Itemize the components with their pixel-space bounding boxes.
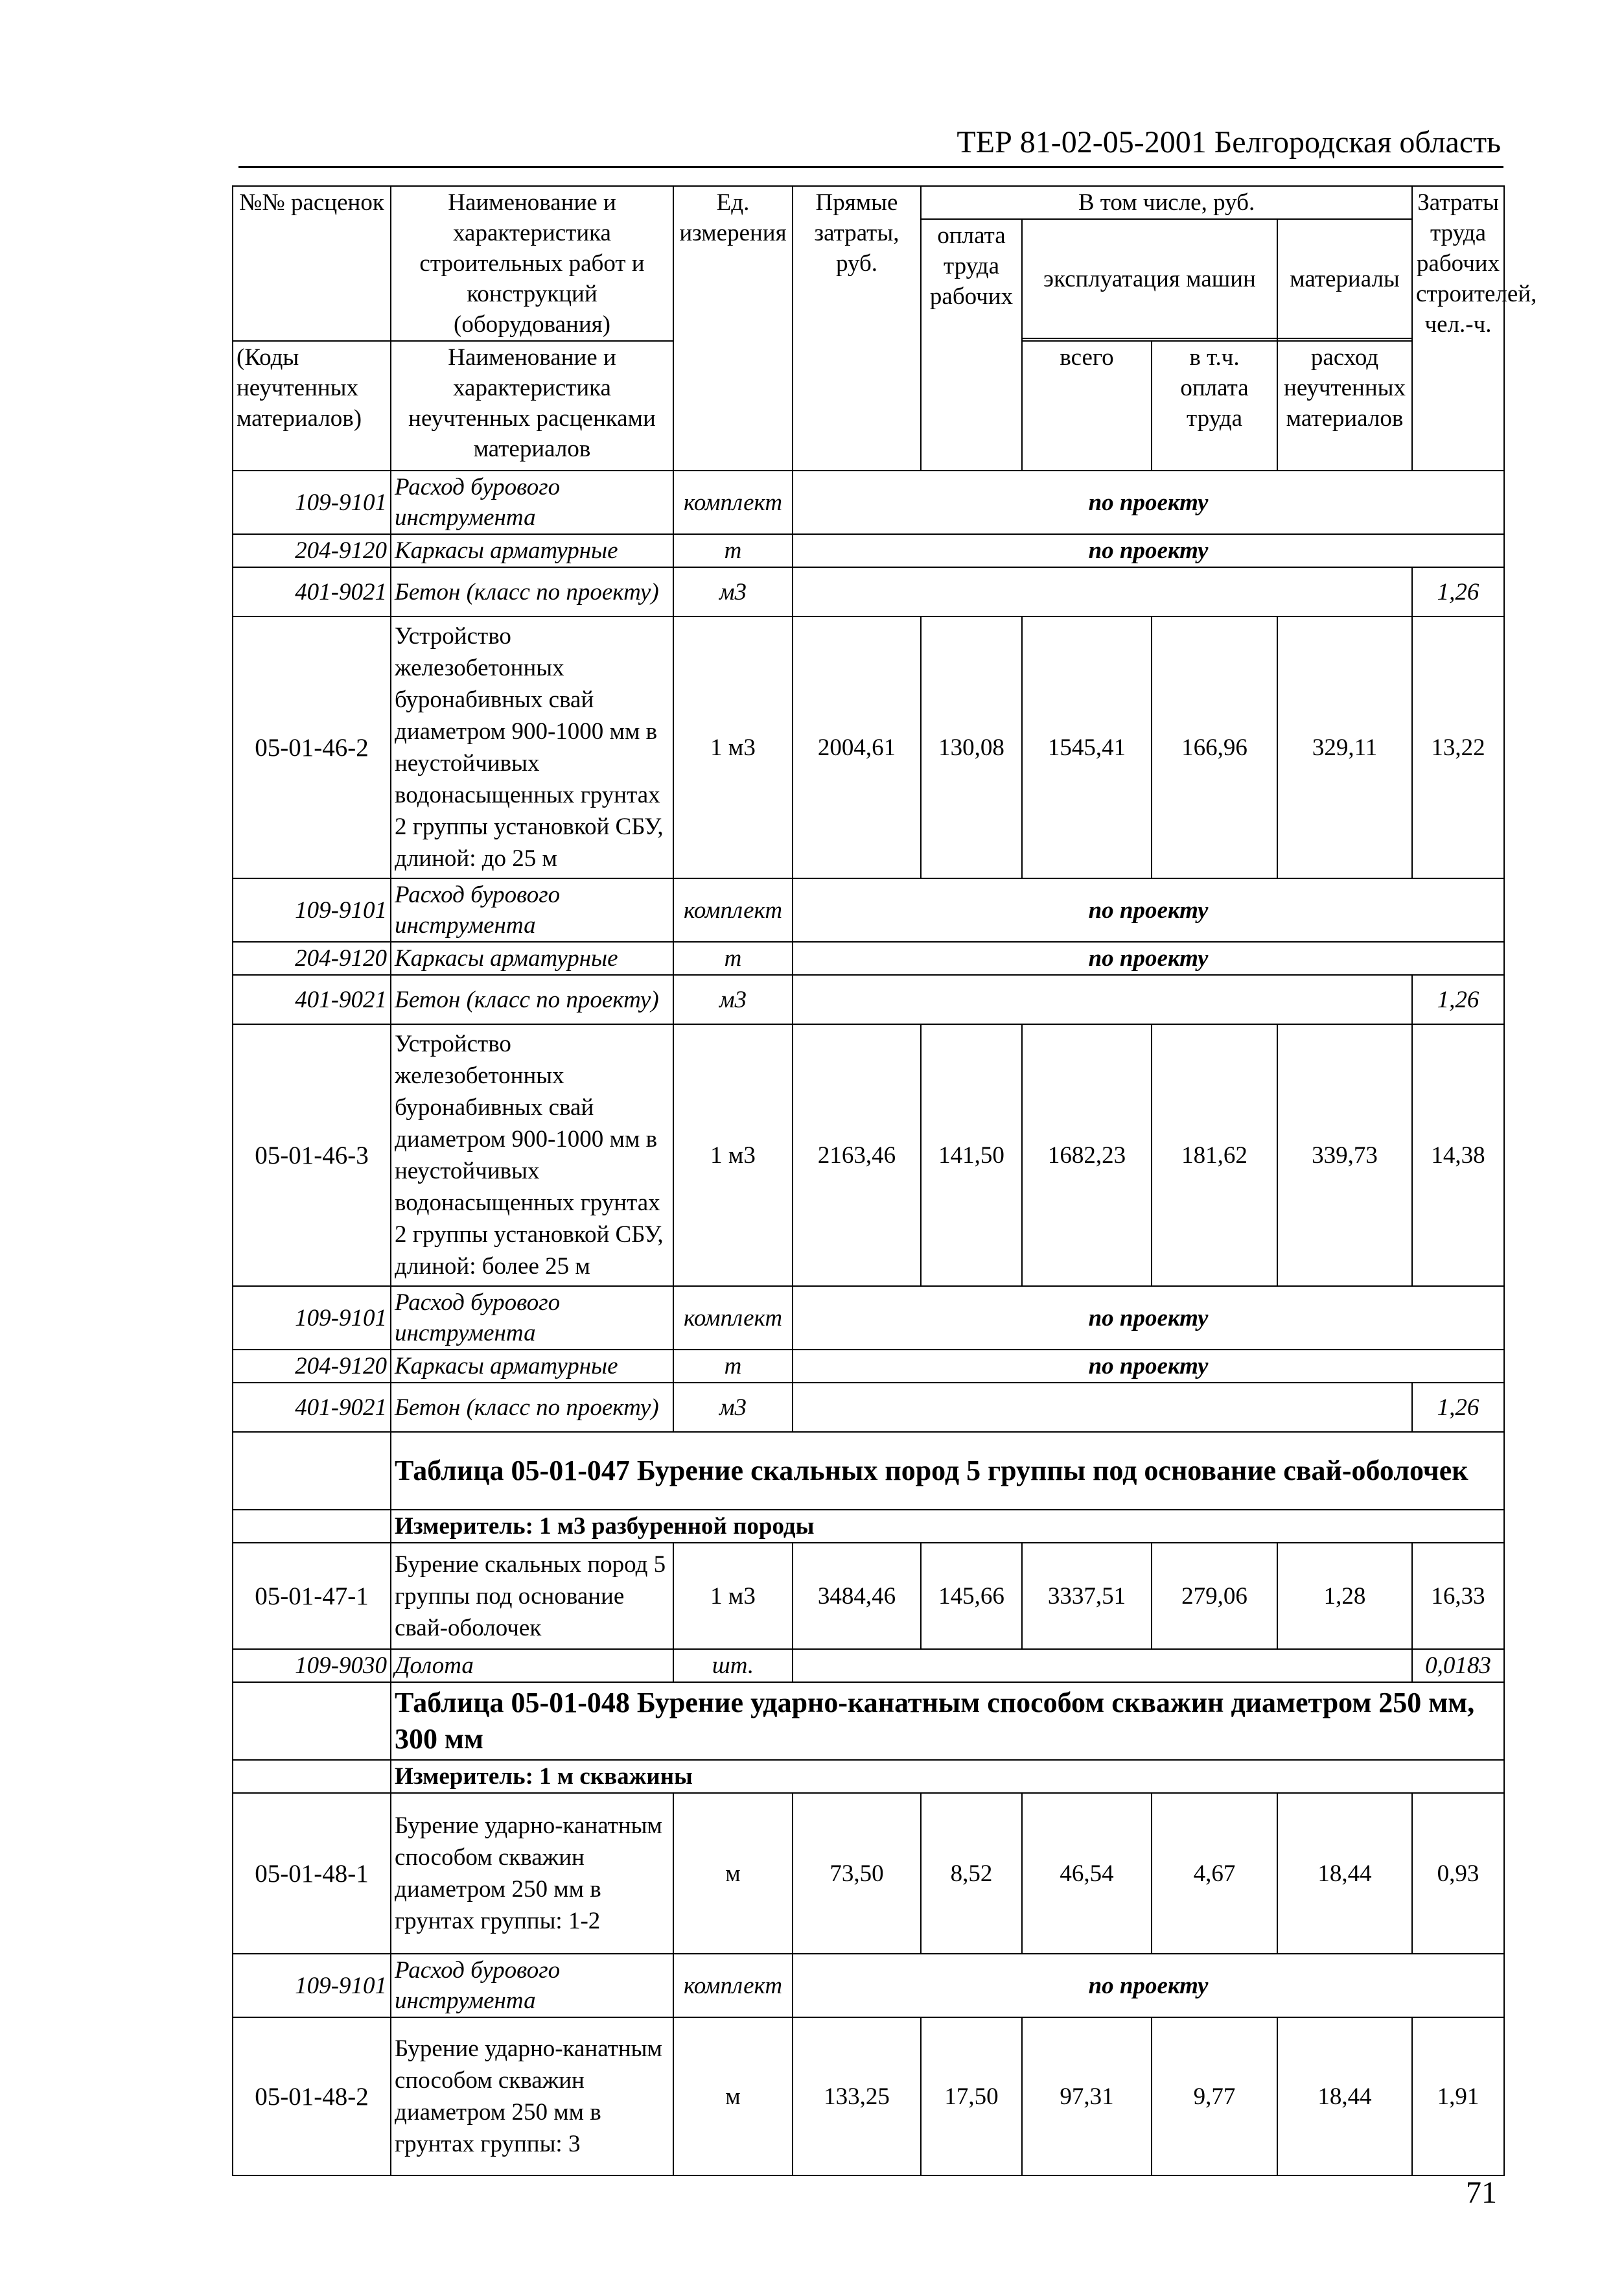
empty-cell	[793, 1383, 1412, 1432]
material-consumption-value: 1,26	[1412, 1383, 1504, 1432]
material-note: по проекту	[793, 878, 1504, 942]
col-header-machines: эксплуатация машин	[1022, 219, 1277, 338]
material-row	[233, 1954, 1504, 2017]
material-name: Долота	[391, 1649, 673, 1682]
material-row	[233, 1649, 1504, 1682]
rate-machines-total: 1682,23	[1022, 1024, 1152, 1286]
rate-machines-labor: 4,67	[1152, 1793, 1277, 1954]
material-code: 109-9101	[233, 1954, 391, 2017]
rate-code: 05-01-46-3	[233, 1024, 391, 1286]
rate-code: 05-01-48-2	[233, 2017, 391, 2175]
rate-labor-pay: 145,66	[921, 1543, 1022, 1649]
material-row	[233, 1286, 1504, 1350]
material-unit: комплект	[673, 878, 793, 942]
material-code: 401-9021	[233, 1383, 391, 1432]
empty-cell	[793, 975, 1412, 1024]
col-header-direct-costs: Прямые затраты, руб.	[793, 186, 921, 471]
rate-machines-total: 3337,51	[1022, 1543, 1152, 1649]
material-row	[233, 942, 1504, 975]
material-name: Бетон (класс по проекту)	[391, 975, 673, 1024]
rate-workers-labor: 0,93	[1412, 1793, 1504, 1954]
material-row	[233, 534, 1504, 567]
material-name: Расход бурового инструмента	[391, 1954, 673, 2017]
col-header-including: В том числе, руб.	[921, 186, 1412, 219]
rate-workers-labor: 13,22	[1412, 616, 1504, 878]
table-title: Таблица 05-01-048 Бурение ударно-канатным способом скважин диаметром 250 мм, 300 мм	[391, 1682, 1504, 1760]
empty-cell	[793, 1649, 1412, 1682]
rate-row	[233, 1543, 1504, 1649]
material-name: Расход бурового инструмента	[391, 471, 673, 534]
rate-machines-labor: 166,96	[1152, 616, 1277, 878]
material-code: 109-9101	[233, 471, 391, 534]
rate-labor-pay: 17,50	[921, 2017, 1022, 2175]
col-header-workers-labor: Затраты труда рабочих строителей, чел.-ч.	[1412, 186, 1504, 471]
material-consumption-value: 1,26	[1412, 567, 1504, 616]
material-row	[233, 1350, 1504, 1383]
rate-materials: 18,44	[1277, 1793, 1412, 1954]
material-code: 401-9021	[233, 975, 391, 1024]
rate-workers-labor: 14,38	[1412, 1024, 1504, 1286]
rate-code: 05-01-48-1	[233, 1793, 391, 1954]
col-header-codes: (Коды неучтенных материалов)	[233, 341, 391, 471]
rate-unit: м	[673, 1793, 793, 1954]
material-row	[233, 1383, 1504, 1432]
rate-unit: 1 м3	[673, 1543, 793, 1649]
rate-name: Бурение ударно-канатным способом скважин диаметром 250 мм в грунтах группы: 1-2	[391, 1793, 673, 1954]
col-header-machines-total: всего	[1022, 341, 1152, 471]
material-code: 109-9101	[233, 878, 391, 942]
rate-unit: м	[673, 2017, 793, 2175]
rate-direct-costs: 2163,46	[793, 1024, 921, 1286]
rate-labor-pay: 141,50	[921, 1024, 1022, 1286]
rate-row	[233, 2017, 1504, 2175]
rate-code: 05-01-47-1	[233, 1543, 391, 1649]
rate-workers-labor: 1,91	[1412, 2017, 1504, 2175]
material-unit: м3	[673, 975, 793, 1024]
rate-row	[233, 1793, 1504, 1954]
measure-unit: Измеритель: 1 м скважины	[391, 1760, 1504, 1793]
rate-labor-pay: 130,08	[921, 616, 1022, 878]
material-row	[233, 878, 1504, 942]
material-consumption-value: 0,0183	[1412, 1649, 1504, 1682]
rate-machines-labor: 181,62	[1152, 1024, 1277, 1286]
material-unit: т	[673, 1350, 793, 1383]
rate-row	[233, 616, 1504, 878]
col-header-name: Наименование и характеристика строительных работ и конструкций (оборудования)	[391, 186, 673, 341]
rate-materials: 339,73	[1277, 1024, 1412, 1286]
material-unit: т	[673, 534, 793, 567]
rate-code: 05-01-46-2	[233, 616, 391, 878]
material-unit: м3	[673, 567, 793, 616]
col-header-number: №№ расценок	[233, 186, 391, 341]
material-name: Каркасы арматурные	[391, 534, 673, 567]
material-row	[233, 471, 1504, 534]
rate-machines-labor: 9,77	[1152, 2017, 1277, 2175]
page-number: 71	[1466, 2175, 1497, 2210]
material-note: по проекту	[793, 1350, 1504, 1383]
rate-materials: 1,28	[1277, 1543, 1412, 1649]
material-note: по проекту	[793, 1954, 1504, 2017]
rate-machines-total: 1545,41	[1022, 616, 1152, 878]
material-name: Бетон (класс по проекту)	[391, 1383, 673, 1432]
material-unit: комплект	[673, 1954, 793, 2017]
rate-machines-labor: 279,06	[1152, 1543, 1277, 1649]
empty-cell	[233, 1510, 391, 1543]
empty-cell	[233, 1432, 391, 1510]
measure-unit: Измеритель: 1 м3 разбуренной породы	[391, 1510, 1504, 1543]
rate-direct-costs: 133,25	[793, 2017, 921, 2175]
rate-direct-costs: 2004,61	[793, 616, 921, 878]
rate-materials: 329,11	[1277, 616, 1412, 878]
rate-labor-pay: 8,52	[921, 1793, 1022, 1954]
material-unit: м3	[673, 1383, 793, 1432]
rate-row	[233, 1024, 1504, 1286]
material-consumption-value: 1,26	[1412, 975, 1504, 1024]
material-code: 204-9120	[233, 1350, 391, 1383]
rate-direct-costs: 3484,46	[793, 1543, 921, 1649]
table-title-row	[233, 1682, 1504, 1760]
material-note: по проекту	[793, 942, 1504, 975]
material-unit: шт.	[673, 1649, 793, 1682]
rate-name: Устройство железобетонных буронабивных свай диаметром 900-1000 мм в неустойчивых водонасыщенных грунтах 2 группы установкой СБУ, длиной: до 25 м	[391, 616, 673, 878]
rate-name: Бурение ударно-канатным способом скважин диаметром 250 мм в грунтах группы: 3	[391, 2017, 673, 2175]
col-header-machines-labor: в т.ч. оплата труда	[1152, 341, 1277, 471]
col-header-materials: материалы	[1277, 219, 1412, 338]
rate-workers-labor: 16,33	[1412, 1543, 1504, 1649]
col-header-unit: Ед. измерения	[673, 186, 793, 471]
table-title-row	[233, 1432, 1504, 1510]
header-rule	[238, 166, 1503, 168]
material-name: Бетон (класс по проекту)	[391, 567, 673, 616]
measure-row	[233, 1510, 1504, 1543]
header-row-1	[233, 186, 1504, 219]
material-note: по проекту	[793, 1286, 1504, 1350]
rate-name: Бурение скальных пород 5 группы под основание свай-оболочек	[391, 1543, 673, 1649]
rate-unit: 1 м3	[673, 616, 793, 878]
table-title: Таблица 05-01-047 Бурение скальных пород 5 группы под основание свай-оболочек	[391, 1432, 1504, 1510]
material-name: Расход бурового инструмента	[391, 878, 673, 942]
rate-direct-costs: 73,50	[793, 1793, 921, 1954]
col-header-material-name: Наименование и характеристика неучтенных расценками материалов	[391, 341, 673, 471]
rates-table	[232, 185, 1537, 2176]
material-unit: т	[673, 942, 793, 975]
material-unit: комплект	[673, 1286, 793, 1350]
empty-cell	[233, 1760, 391, 1793]
empty-cell	[793, 567, 1412, 616]
rate-materials: 18,44	[1277, 2017, 1412, 2175]
material-code: 109-9101	[233, 1286, 391, 1350]
document-header-title: ТЕР 81-02-05-2001 Белгородская область	[957, 125, 1501, 159]
material-name: Каркасы арматурные	[391, 1350, 673, 1383]
material-unit: комплект	[673, 471, 793, 534]
material-row	[233, 975, 1504, 1024]
rate-machines-total: 46,54	[1022, 1793, 1152, 1954]
rate-unit: 1 м3	[673, 1024, 793, 1286]
material-code: 401-9021	[233, 567, 391, 616]
rate-machines-total: 97,31	[1022, 2017, 1152, 2175]
col-header-labor-pay: оплата труда рабочих	[921, 219, 1022, 471]
col-header-material-consumption: расход неучтенных материалов	[1277, 341, 1412, 471]
material-code: 109-9030	[233, 1649, 391, 1682]
rate-name: Устройство железобетонных буронабивных свай диаметром 900-1000 мм в неустойчивых водонасыщенных грунтах 2 группы установкой СБУ, длиной: более 25 м	[391, 1024, 673, 1286]
material-code: 204-9120	[233, 534, 391, 567]
material-name: Расход бурового инструмента	[391, 1286, 673, 1350]
material-note: по проекту	[793, 471, 1504, 534]
material-row	[233, 567, 1504, 616]
material-name: Каркасы арматурные	[391, 942, 673, 975]
material-code: 204-9120	[233, 942, 391, 975]
measure-row	[233, 1760, 1504, 1793]
empty-cell	[233, 1682, 391, 1760]
material-note: по проекту	[793, 534, 1504, 567]
